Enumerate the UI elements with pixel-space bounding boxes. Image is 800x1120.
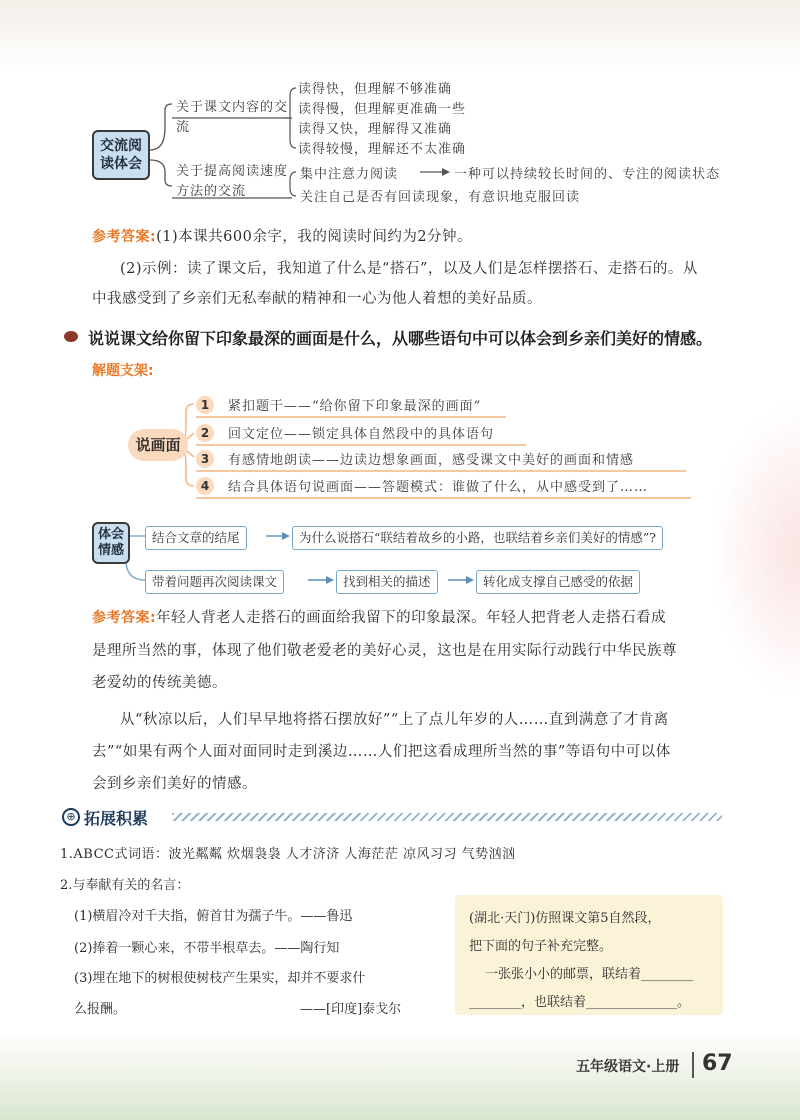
- answer2-line: 去”“如果有两个人面对面同时走到溪边……人们把这看成理所当然的事”等语句中可以体: [92, 744, 671, 760]
- frame-center-node: 说画面: [128, 429, 188, 461]
- step-text: 有感情地朗读——边读边想象画面，感受课文中美好的画面和情感: [228, 453, 635, 468]
- step-text: 结合具体语句说画面——答题模式：谁做了什么，从中感受到了……: [228, 480, 649, 495]
- step-divider: [196, 470, 686, 472]
- page-number: 67: [702, 1051, 733, 1076]
- practice-line[interactable]: ________，也联结着______________。: [469, 995, 691, 1010]
- extension-title: 拓展积累: [84, 809, 149, 828]
- step-divider: [196, 497, 691, 499]
- branch-content-label: 关于课文内容的交流: [176, 100, 289, 135]
- branch2-item: 关注自己是否有回读现象，有意识地克服回读: [300, 190, 581, 205]
- step-divider: [196, 416, 506, 418]
- answer1-line: 中我感受到了乡亲们无私奉献的精神和一心为他人着想的美好品质。: [92, 291, 542, 307]
- quote-line: (1)横眉冷对千夫指，俯首甘为孺子牛。——鲁迅: [74, 909, 353, 924]
- practice-box: [455, 895, 723, 1015]
- quote-line: 么报酬。: [74, 1002, 127, 1017]
- flow-step: 为什么说搭石“联结着故乡的小路，也联结着乡亲们美好的情感”?: [292, 526, 663, 550]
- answer2-line: 从“秋凉以后，人们早早地将搭石摆放好”“上了点儿年岁的人……直到满意了才肯离: [120, 712, 669, 728]
- extension-item: 1.ABCC式词语：波光粼粼 炊烟袅袅 人才济济 人海茫茫 凉风习习 气势汹汹: [60, 847, 516, 862]
- branch1-item: 读得快，但理解不够准确: [298, 82, 453, 97]
- footer-divider: [692, 1052, 694, 1078]
- answer2-line: 是理所当然的事，体现了他们敬老爱老的美好心灵，这也是在用实际行动践行中华民族尊: [92, 643, 677, 659]
- flow-title: 体会情感: [92, 522, 130, 564]
- branch1-item: 读得慢，但理解更准确一些: [298, 102, 467, 117]
- question-text: 说说课文给你留下印象最深的画面是什么，从哪些语句中可以体会到乡亲们美好的情感。: [88, 329, 713, 348]
- quote-line: (2)捧着一颗心来，不带半根草去。——陶行知: [74, 941, 340, 956]
- extension-stripe: [172, 813, 722, 821]
- flow-step: 带着问题再次阅读课文: [145, 570, 284, 594]
- step-divider: [196, 444, 526, 446]
- step-number: 1: [196, 396, 214, 414]
- answer1-line: 参考答案:(1)本课共600余字，我的阅读时间约为2分钟。: [92, 229, 473, 245]
- flow-step: 转化成支撑自己感受的依据: [476, 570, 640, 594]
- branch1-item: 读得较慢，理解还不太准确: [298, 142, 467, 157]
- branch-method-label: 关于提高阅读速度方法的交流: [176, 164, 289, 199]
- practice-line: (湖北·天门)仿照课文第5自然段，: [469, 911, 661, 926]
- answer2-line: 会到乡亲们美好的情感。: [92, 776, 257, 792]
- branch1-item: 读得又快，理解得又准确: [298, 122, 453, 137]
- branch2-result: 一种可以持续较长时间的、专注的阅读状态: [454, 167, 721, 182]
- mindmap-center-node: 交流阅读体会: [92, 130, 150, 180]
- frame-label: 解题支架:: [92, 363, 154, 379]
- practice-line[interactable]: 一张张小小的邮票，联结着________: [485, 967, 694, 982]
- branch2-item: 集中注意力阅读: [300, 167, 399, 182]
- flow-step: 找到相关的描述: [336, 570, 438, 594]
- answer2-line: 老爱幼的传统美德。: [92, 675, 227, 691]
- answer1-line: (2)示例：读了课文后，我知道了什么是“搭石”，以及人们是怎样摆搭石、走搭石的。从: [120, 261, 698, 277]
- footer-book: 五年级语文·上册: [576, 1059, 680, 1075]
- step-number: 3: [196, 450, 214, 468]
- flow-step: 结合文章的结尾: [145, 526, 247, 550]
- question-bullet-icon: [64, 331, 78, 342]
- practice-line: 把下面的句子补充完整。: [469, 939, 613, 954]
- quote-author: ——[印度]泰戈尔: [300, 1002, 402, 1017]
- answer-label: 参考答案:: [92, 610, 157, 626]
- step-text: 回文定位——锁定具体自然段中的具体语句: [228, 427, 495, 442]
- answer-label: 参考答案:: [92, 229, 157, 245]
- step-number: 4: [196, 477, 214, 495]
- quote-line: (3)埋在地下的树根使树枝产生果实，却并不要求什: [74, 971, 366, 986]
- extension-icon: ⊕: [62, 808, 80, 826]
- extension-item: 2.与奉献有关的名言：: [60, 878, 190, 893]
- answer2-line: 参考答案:年轻人背老人走搭石的画面给我留下的印象最深。年轻人把背老人走搭石看成: [92, 610, 667, 626]
- step-number: 2: [196, 424, 214, 442]
- step-text: 紧扣题干——“给你留下印象最深的画面”: [228, 399, 482, 414]
